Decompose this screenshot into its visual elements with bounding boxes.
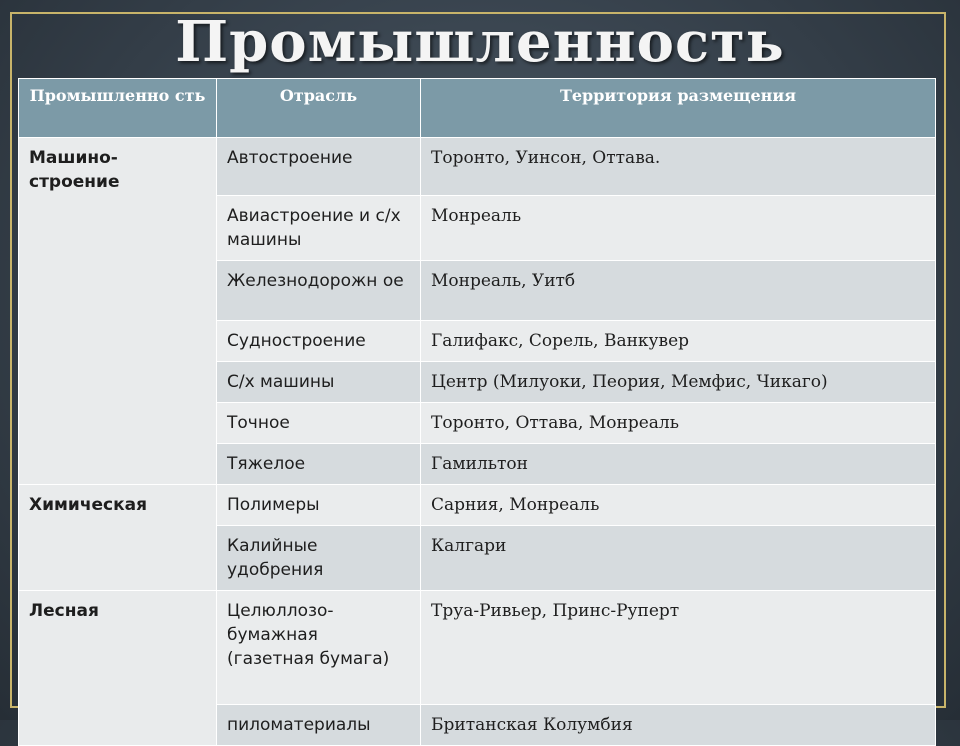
slide-title: Промышленность (175, 9, 785, 75)
territory-cell: Сарния, Монреаль (421, 485, 936, 526)
branch-cell: С/х машины (217, 362, 421, 403)
territory-cell: Британская Колумбия (421, 705, 936, 746)
header-territory: Территория размещения (421, 79, 936, 138)
territory-cell: Калгари (421, 526, 936, 591)
territory-cell: Труа-Ривьер, Принс-Руперт (421, 591, 936, 705)
industry-table (18, 78, 936, 746)
territory-cell: Гамильтон (421, 444, 936, 485)
industry-cell: Машино-строение (19, 138, 217, 485)
header-branch: Отрасль (217, 79, 421, 138)
territory-cell: Монреаль (421, 196, 936, 261)
territory-cell: Торонто, Оттава, Монреаль (421, 403, 936, 444)
territory-cell: Торонто, Уинсон, Оттава. (421, 138, 936, 196)
branch-cell: Полимеры (217, 485, 421, 526)
branch-cell: Автостроение (217, 138, 421, 196)
territory-cell: Центр (Милуоки, Пеория, Мемфис, Чикаго) (421, 362, 936, 403)
table-row (19, 485, 936, 526)
table-row (19, 591, 936, 705)
branch-cell: Авиастроение и с/х машины (217, 196, 421, 261)
industry-cell: Химическая (19, 485, 217, 591)
industry-cell: Лесная (19, 591, 217, 746)
table-row (19, 138, 936, 196)
branch-cell: Судностроение (217, 321, 421, 362)
header-industry: Промышленно сть (19, 79, 217, 138)
branch-cell: Железнодорожн ое (217, 261, 421, 321)
table-header-row (19, 79, 936, 138)
branch-cell: Точное (217, 403, 421, 444)
branch-cell: пиломатериалы (217, 705, 421, 746)
territory-cell: Галифакс, Сорель, Ванкувер (421, 321, 936, 362)
branch-cell: Калийные удобрения (217, 526, 421, 591)
branch-cell: Тяжелое (217, 444, 421, 485)
branch-cell: Целюллозо-бумажная (газетная бумага) (217, 591, 421, 705)
territory-cell: Монреаль, Уитб (421, 261, 936, 321)
